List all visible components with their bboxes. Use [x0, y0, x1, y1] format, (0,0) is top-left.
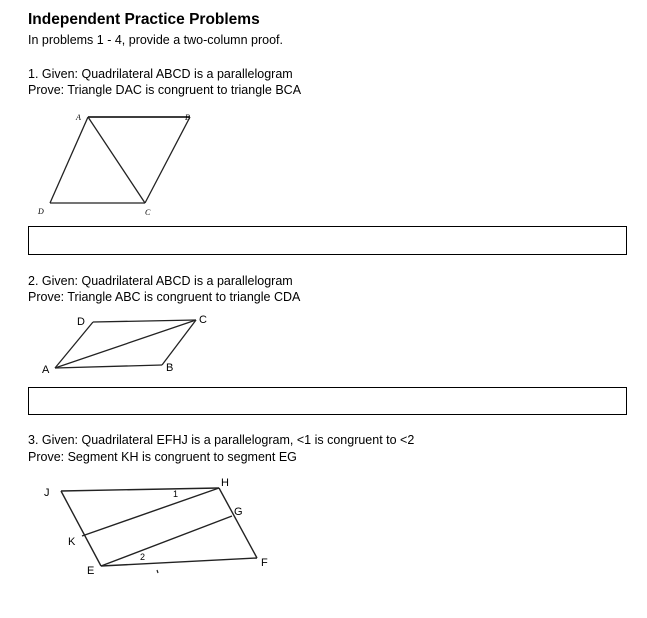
vertex-label-e: E: [87, 565, 95, 577]
vertex-label-g: G: [234, 506, 243, 518]
vertex-label-h: H: [221, 477, 229, 489]
vertex-label-d: D: [77, 316, 85, 328]
vertex-label-j: J: [44, 487, 50, 499]
page-title: Independent Practice Problems: [28, 11, 260, 28]
angle-label-1: 1: [173, 489, 179, 499]
segment-jh: [61, 488, 219, 491]
segment-hf: [219, 488, 257, 558]
segment-eg: [101, 516, 232, 566]
problem-2-given: 2. Given: Quadrilateral ABCD is a parallelogram: [28, 274, 293, 288]
angle-label-2: 2: [140, 552, 146, 562]
vertex-label-b: B: [166, 362, 174, 374]
vertex-label-c: C: [145, 208, 151, 217]
vertex-label-a: A: [42, 364, 50, 376]
problem-3-given: 3. Given: Quadrilateral EFHJ is a parallelogram, <1 is congruent to <2: [28, 433, 415, 447]
problem-1-prove: Prove: Triangle DAC is congruent to triangle BCA: [28, 83, 302, 97]
tick-mark: [157, 570, 158, 573]
vertex-label-b: B: [185, 113, 190, 122]
segment-fe: [101, 558, 257, 566]
problem-1-given: 1. Given: Quadrilateral ABCD is a parallelogram: [28, 67, 293, 81]
instructions: In problems 1 - 4, provide a two-column proof.: [28, 33, 283, 47]
vertex-label-a: A: [76, 113, 81, 122]
vertex-label-d: D: [38, 207, 44, 216]
problem-3-prove: Prove: Segment KH is congruent to segment EG: [28, 450, 297, 464]
vertex-label-c: C: [199, 314, 207, 326]
vertex-label-k: K: [68, 536, 76, 548]
segment-ej: [61, 491, 101, 566]
problem-2-prove: Prove: Triangle ABC is congruent to triangle CDA: [28, 290, 301, 304]
vertex-label-f: F: [261, 557, 268, 569]
